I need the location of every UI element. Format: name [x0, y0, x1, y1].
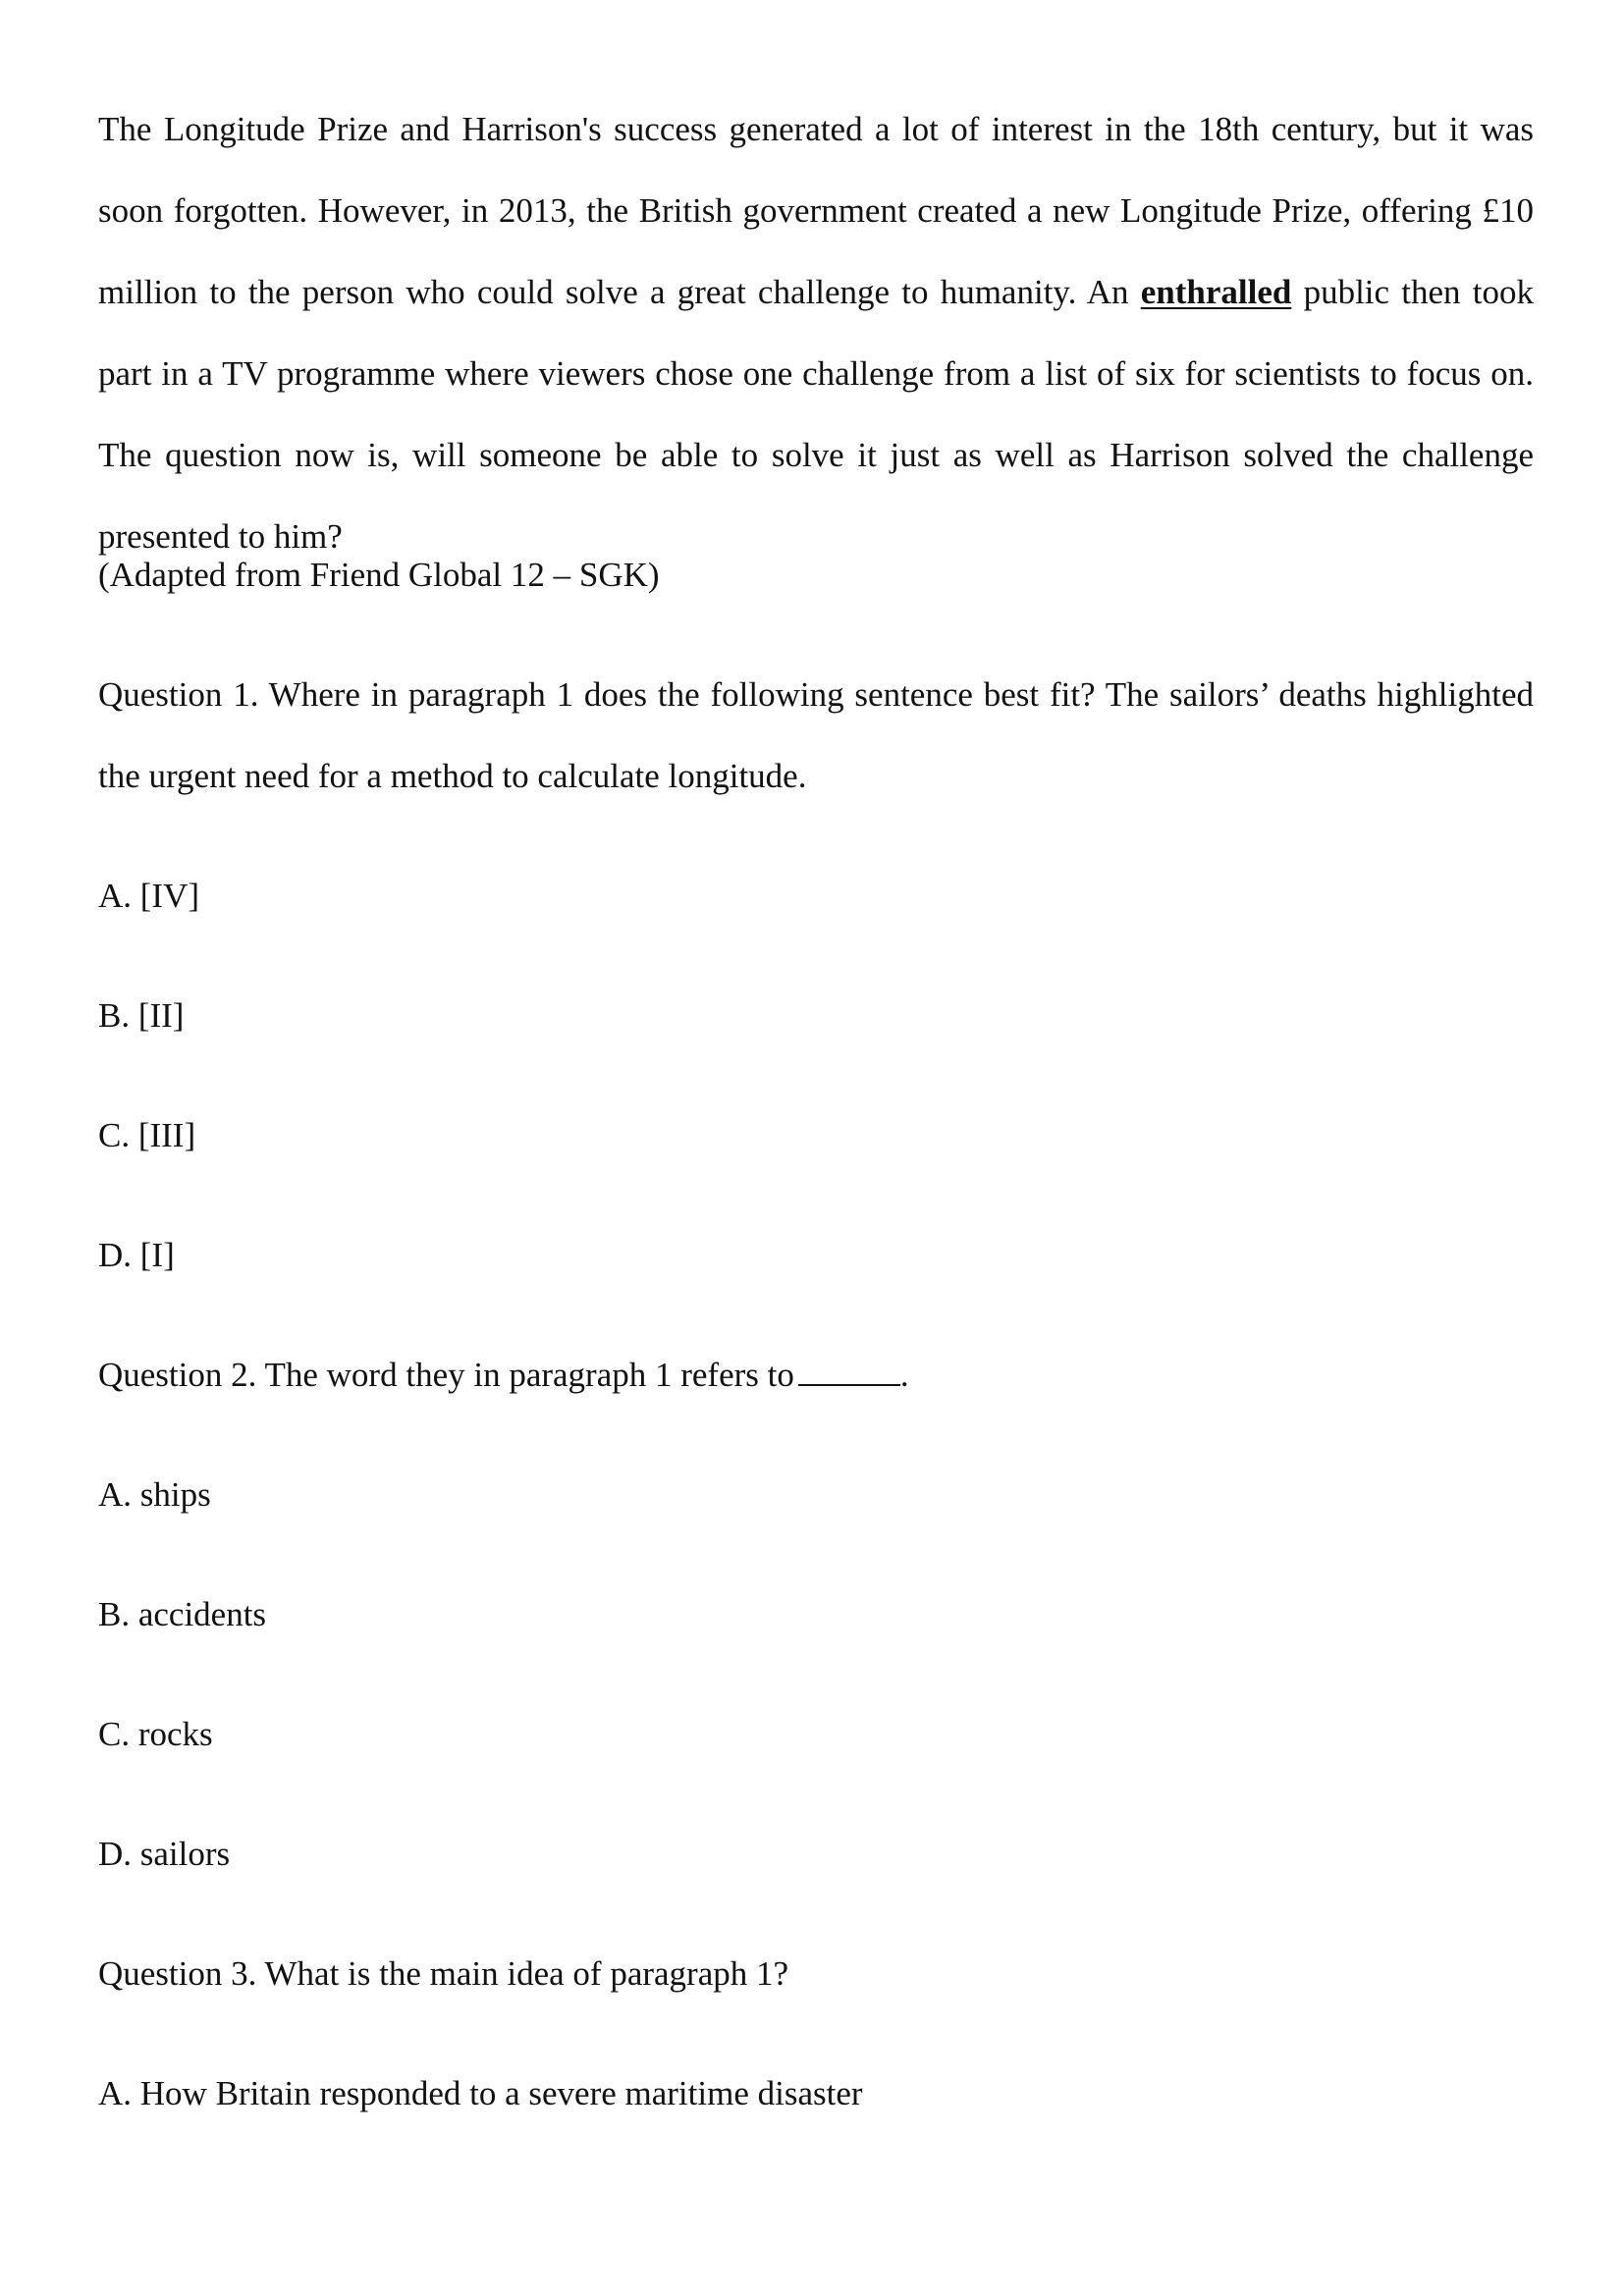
question-1-option-b[interactable]: B. [II] [98, 996, 185, 1035]
question-1-option-a[interactable]: A. [IV] [98, 877, 200, 915]
question-2-option-a[interactable]: A. ships [98, 1475, 211, 1514]
passage-paragraph [98, 88, 1534, 556]
passage-text-after: public then took part in a TV programme where viewers chose one challenge from a list of six for scientists to focus on. The question now is, will someone be able to solve it just as well as Harrison solved the challenge presented to him? [98, 273, 1534, 556]
question-2-stem-text: Question 2. The word they in paragraph 1 refers to [98, 1356, 794, 1394]
question-1-option-d[interactable]: D. [I] [98, 1236, 175, 1274]
question-2-stem [98, 1334, 1534, 1415]
question-2-option-c[interactable]: C. rocks [98, 1715, 213, 1753]
highlighted-word: enthralled [1140, 273, 1292, 311]
source-citation: (Adapted from Friend Global 12 – SGK) [98, 556, 660, 594]
question-3-stem: Question 3. What is the main idea of paragraph 1? [98, 1954, 789, 1993]
question-1-stem: Question 1. Where in paragraph 1 does the following sentence best fit? The sailors’ deaths highlighted the urgent need for a method to calculate longitude. [98, 675, 1534, 795]
passage-text-before: The Longitude Prize and Harrison's success generated a lot of interest in the 18th century, but it was soon forgotten. However, in 2013, the British government created a new Longitude Prize, offering £10 million to the person who could solve a great challenge to humanity. An [98, 110, 1534, 311]
document-page [98, 88, 1534, 2134]
question-2-option-d[interactable]: D. sailors [98, 1835, 231, 1873]
answer-blank [798, 1357, 900, 1386]
question-2-stem-end: . [899, 1356, 909, 1394]
question-2-option-b[interactable]: B. accidents [98, 1595, 267, 1633]
question-3-option-a[interactable]: A. How Britain responded to a severe maritime disaster [98, 2074, 863, 2112]
question-1-option-c[interactable]: C. [III] [98, 1116, 196, 1154]
